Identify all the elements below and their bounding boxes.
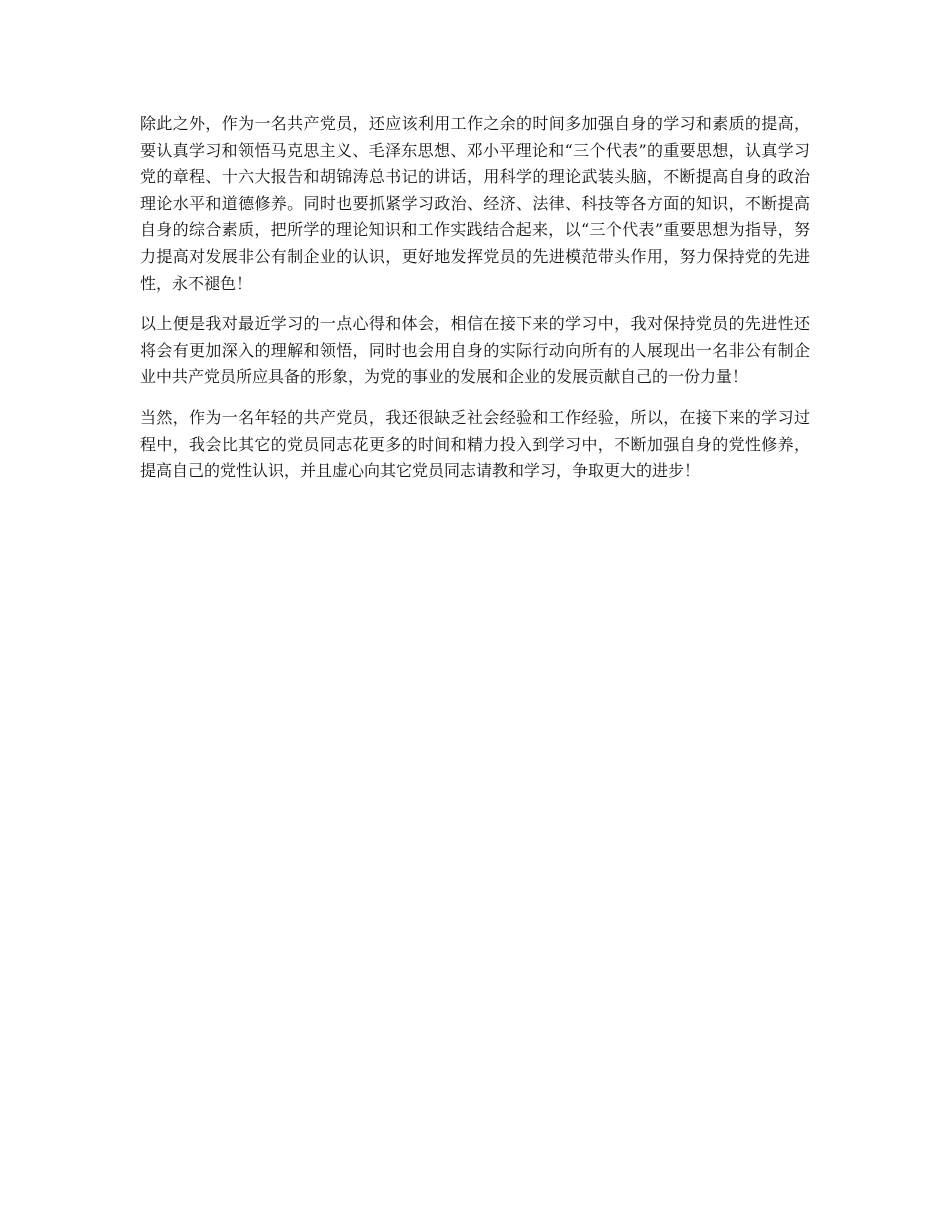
paragraph-1: 除此之外，作为一名共产党员，还应该利用工作之余的时间多加强自身的学习和素质的提高，要认真学习和领悟马克思主义、毛泽东思想、邓小平理论和“三个代表”的重要思想，认真学习党的章程、十六大报告和胡锦涛总书记的讲话，用科学的理论武装头脑，不断提高自身的政治理论水平和道德修养。同时也要抓紧学习政治、经济、法律、科技等各方面的知识，不断提高自身的综合素质，把所学的理论知识和工作实践结合起来，以“三个代表”重要思想为指导，努力提高对发展非公有制企业的认识，更好地发挥党员的先进模范带头作用，努力保持党的先进性，永不褪色！ bbox=[140, 114, 810, 293]
document-body bbox=[140, 111, 810, 499]
paragraph-2: 以上便是我对最近学习的一点心得和体会，相信在接下来的学习中，我对保持党员的先进性还将会有更加深入的理解和领悟，同时也会用自身的实际行动向所有的人展现出一名非公有制企业中共产党员所应具备的形象，为党的事业的发展和企业的发展贡献自己的一份力量！ bbox=[140, 314, 810, 387]
paragraph-3: 当然，作为一名年轻的共产党员，我还很缺乏社会经验和工作经验，所以，在接下来的学习过程中，我会比其它的党员同志花更多的时间和精力投入到学习中，不断加强自身的党性修养，提高自己的党性认识，并且虚心向其它党员同志请教和学习，争取更大的进步！ bbox=[140, 407, 810, 481]
